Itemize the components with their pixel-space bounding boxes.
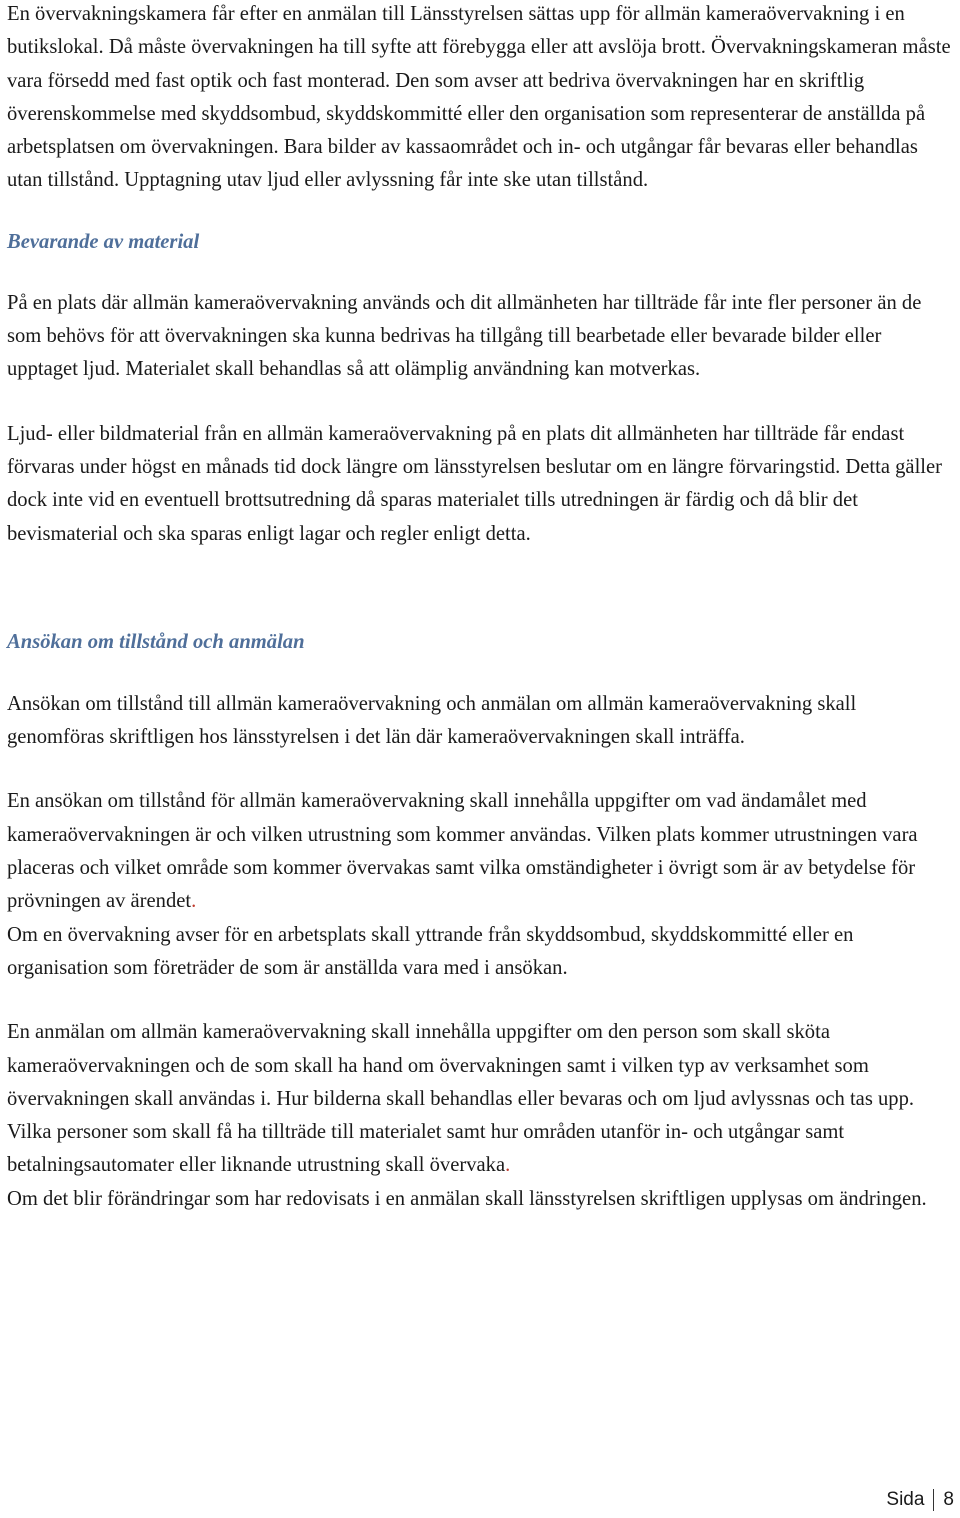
paragraph-workplace-statement: Om en övervakning avser för en arbetsplats skall yttrande från skyddsombud, skyddskommitté eller en organisation som företräder de som är anställda vara med i ansökan.	[7, 923, 854, 979]
document-page	[7, 0, 957, 1216]
page-footer	[886, 1489, 954, 1511]
paragraph-access-to-material: På en plats där allmän kameraövervakning används och dit allmänheten har tillträde får inte fler personer än de som behövs för att övervakningen ska kunna bedrivas ha tillgång till bearbetade eller bevarade bilder eller upptaget ljud. Materialet skall behandlas så att olämplig användning kan motverkas.	[7, 291, 922, 381]
paragraph-application-contents	[7, 785, 957, 918]
footer-page-label: Sida	[886, 1489, 925, 1510]
footer-page-number: 8	[943, 1489, 954, 1510]
notification-contents-text: En anmälan om allmän kameraövervakning skall innehålla uppgifter om den person som skall sköta kameraövervakningen och de som skall ha hand om övervakningen samt i vilken typ av verksamhet som övervakningen skall användas i. Hur bilderna skall behandlas eller bevaras och om ljud avlyssnas och tas upp. Vilka personer som skall få ha tillträde till materialet samt hur områden utanför in- och utgångar samt betalningsautomater eller liknande utrustning skall övervaka	[7, 1021, 915, 1177]
footer-separator	[933, 1489, 934, 1511]
paragraph-application-in-writing: Ansökan om tillstånd till allmän kameraövervakning och anmälan om allmän kameraövervakning skall genomföras skriftligen hos länsstyrelsen i det län där kameraövervakningen skall inträffa.	[7, 692, 857, 749]
application-contents-text: En ansökan om tillstånd för allmän kameraövervakning skall innehålla uppgifter om vad ändamålet med kameraövervakningen är och vilken utrustning som kommer användas. Vilken plats kommer utrustningen vara placeras och vilket område som kommer övervakas samt vilka omständigheter i övrigt som är av betydelse för prövningen av ärendet	[7, 790, 918, 913]
application-contents-period: .	[191, 890, 197, 913]
paragraph-notification-contents	[7, 1016, 957, 1182]
heading-bevarande-av-material: Bevarande av material	[7, 230, 200, 253]
notification-contents-period: .	[505, 1154, 511, 1177]
paragraph-storage-time: Ljud- eller bildmaterial från en allmän kameraövervakning på en plats dit allmänheten har tillträde får endast förvaras under högst en månads tid dock längre om länsstyrelsen beslutar om en längre förvaringstid. Detta gäller dock inte vid en eventuell brottsutredning då sparas materialet tills utredningen är färdig och då blir det bevismaterial och ska sparas enligt lagar och regler enligt detta.	[7, 422, 943, 545]
paragraph-changes-notice: Om det blir förändringar som har redovisats i en anmälan skall länsstyrelsen skriftligen upplysas om ändringen.	[7, 1187, 927, 1210]
heading-ansokan-om-tillstand: Ansökan om tillstånd och anmälan	[7, 630, 305, 653]
paragraph-camera-notification: En övervakningskamera får efter en anmälan till Länsstyrelsen sättas upp för allmän kameraövervakning i en butikslokal. Då måste övervakningen ha till syfte att förebygga eller att avslöja brott. Övervakningskameran måste vara försedd med fast optik och fast monterad. Den som avser att bedriva övervakningen har en skriftlig överenskommelse med skyddsombud, skyddskommitté eller den organisation som representerar de anställda på arbetsplatsen om övervakningen. Bara bilder av kassaområdet och in- och utgångar får bevaras eller behandlas utan tillstånd. Upptagning utav ljud eller avlyssning får inte ske utan tillstånd.	[7, 3, 951, 192]
